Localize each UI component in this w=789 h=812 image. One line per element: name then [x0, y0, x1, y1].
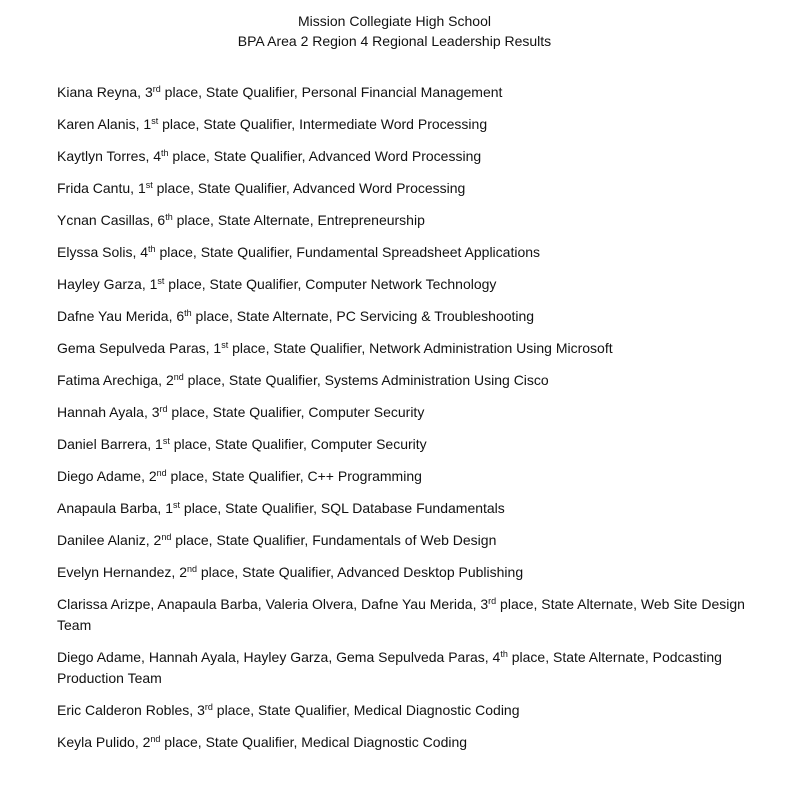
- qualifier-status: State Alternate: [236, 308, 329, 324]
- place-ordinal-suffix: st: [173, 500, 181, 510]
- place-ordinal-suffix: th: [165, 212, 173, 222]
- competitor-names: Karen Alanis: [57, 116, 136, 132]
- event-name: Web Site Design Team: [57, 596, 745, 633]
- place-number: 2: [153, 532, 162, 548]
- place-ordinal-suffix: nd: [186, 564, 197, 574]
- place-number: 3: [480, 596, 489, 612]
- qualifier-status: State Qualifier: [212, 404, 301, 420]
- place-number: 1: [137, 180, 146, 196]
- place-ordinal-suffix: th: [500, 649, 508, 659]
- competitor-names: Elyssa Solis: [57, 244, 133, 260]
- place-ordinal-suffix: nd: [161, 532, 172, 542]
- place-ordinal-suffix: nd: [156, 468, 167, 478]
- result-entry: Diego Adame, Hannah Ayala, Hayley Garza, Gema Sepulveda Paras, 4th place, State Alternate, Podcasting Production Team: [57, 649, 722, 686]
- result-entry: Diego Adame, 2nd place, State Qualifier, C++ Programming: [57, 468, 422, 484]
- competitor-names: Keyla Pulido: [57, 734, 135, 750]
- place-ordinal-suffix: rd: [159, 404, 168, 414]
- competitor-names: Clarissa Arizpe, Anapaula Barba, Valeria Olvera, Dafne Yau Merida: [57, 596, 473, 612]
- qualifier-status: State Qualifier: [209, 276, 298, 292]
- competitor-names: Dafne Yau Merida: [57, 308, 169, 324]
- place-ordinal-suffix: st: [157, 276, 165, 286]
- qualifier-status: State Qualifier: [258, 702, 346, 718]
- event-name: Systems Administration Using Cisco: [324, 372, 549, 388]
- result-entry: Dafne Yau Merida, 6th place, State Alternate, PC Servicing & Troubleshooting: [57, 308, 535, 324]
- result-entry: Clarissa Arizpe, Anapaula Barba, Valeria Olvera, Dafne Yau Merida, 3rd place, State Alternate, Web Site Design Team: [57, 596, 745, 633]
- event-name: C++ Programming: [307, 468, 422, 484]
- result-entry: Fatima Arechiga, 2nd place, State Qualifier, Systems Administration Using Cisco: [57, 372, 549, 388]
- event-name: Entrepreneurship: [317, 212, 425, 228]
- place-ordinal-suffix: rd: [152, 84, 161, 94]
- place-ordinal-suffix: nd: [173, 372, 184, 382]
- result-entry: Evelyn Hernandez, 2nd place, State Qualifier, Advanced Desktop Publishing: [57, 564, 524, 580]
- place-number: 6: [157, 212, 166, 228]
- results-subtitle: BPA Area 2 Region 4 Regional Leadership Results: [237, 33, 552, 49]
- competitor-names: Eric Calderon Robles: [57, 702, 190, 718]
- qualifier-status: State Qualifier: [273, 340, 362, 356]
- school-title: Mission Collegiate High School: [298, 13, 491, 29]
- qualifier-status: State Qualifier: [213, 148, 302, 164]
- event-name: Personal Financial Management: [301, 84, 503, 100]
- place-ordinal-suffix: st: [151, 116, 159, 126]
- result-entry: Danilee Alaniz, 2nd place, State Qualifier, Fundamentals of Web Design: [57, 532, 497, 548]
- event-name: Computer Network Technology: [305, 276, 497, 292]
- event-name: Advanced Word Processing: [308, 148, 482, 164]
- place-ordinal-suffix: th: [184, 308, 192, 318]
- qualifier-status: State Alternate: [217, 212, 310, 228]
- competitor-names: Kiana Reyna: [57, 84, 138, 100]
- place-number: 3: [144, 84, 153, 100]
- result-entry: Hayley Garza, 1st place, State Qualifier, Computer Network Technology: [57, 276, 497, 292]
- qualifier-status: State Alternate: [553, 649, 645, 665]
- qualifier-status: State Qualifier: [211, 468, 300, 484]
- place-number: 3: [151, 404, 160, 420]
- place-ordinal-suffix: th: [148, 244, 156, 254]
- place-ordinal-suffix: rd: [204, 702, 213, 712]
- place-number: 1: [165, 500, 173, 516]
- qualifier-status: State Alternate: [541, 596, 634, 612]
- place-number: 2: [165, 372, 174, 388]
- place-number: 1: [213, 340, 222, 356]
- place-number: 2: [179, 564, 187, 580]
- qualifier-status: State Qualifier: [203, 116, 292, 132]
- event-name: Network Administration Using Microsoft: [369, 340, 613, 356]
- qualifier-status: State Qualifier: [225, 500, 314, 516]
- event-name: PC Servicing & Troubleshooting: [336, 308, 535, 324]
- result-entry: Frida Cantu, 1st place, State Qualifier, Advanced Word Processing: [57, 180, 466, 196]
- competitor-names: Gema Sepulveda Paras: [57, 340, 206, 356]
- result-entry: Hannah Ayala, 3rd place, State Qualifier, Computer Security: [57, 404, 425, 420]
- event-name: Medical Diagnostic Coding: [353, 702, 520, 718]
- event-name: Intermediate Word Processing: [299, 116, 488, 132]
- competitor-names: Diego Adame, Hannah Ayala, Hayley Garza, Gema Sepulveda Paras: [57, 649, 485, 665]
- competitor-names: Hayley Garza: [57, 276, 142, 292]
- event-name: Fundamentals of Web Design: [312, 532, 497, 548]
- result-entry: Elyssa Solis, 4th place, State Qualifier, Fundamental Spreadsheet Applications: [57, 244, 541, 260]
- result-entry: Ycnan Casillas, 6th place, State Alternate, Entrepreneurship: [57, 212, 425, 228]
- event-name: Advanced Word Processing: [292, 180, 466, 196]
- qualifier-status: State Qualifier: [197, 180, 286, 196]
- event-name: Advanced Desktop Publishing: [337, 564, 524, 580]
- competitor-names: Daniel Barrera: [57, 436, 148, 452]
- qualifier-status: State Qualifier: [205, 734, 294, 750]
- event-name: Computer Security: [310, 436, 427, 452]
- competitor-names: Diego Adame: [57, 468, 142, 484]
- qualifier-status: State Qualifier: [228, 372, 317, 388]
- place-number: 4: [140, 244, 149, 260]
- result-entry: Kaytlyn Torres, 4th place, State Qualifier, Advanced Word Processing: [57, 148, 482, 164]
- event-name: Medical Diagnostic Coding: [301, 734, 468, 750]
- place-number: 2: [148, 468, 157, 484]
- place-number: 3: [197, 702, 205, 718]
- qualifier-status: State Qualifier: [216, 532, 305, 548]
- place-ordinal-suffix: st: [162, 436, 170, 446]
- place-ordinal-suffix: st: [145, 180, 153, 190]
- competitor-names: Ycnan Casillas: [57, 212, 150, 228]
- result-entry: Kiana Reyna, 3rd place, State Qualifier, Personal Financial Management: [57, 84, 503, 100]
- place-number: 4: [153, 148, 162, 164]
- place-ordinal-suffix: nd: [150, 734, 161, 744]
- qualifier-status: State Qualifier: [205, 84, 294, 100]
- results-list: [57, 82, 747, 764]
- event-name: Podcasting Production Team: [57, 649, 722, 686]
- place-ordinal-suffix: st: [221, 340, 229, 350]
- event-name: Fundamental Spreadsheet Applications: [296, 244, 541, 260]
- qualifier-status: State Qualifier: [242, 564, 331, 580]
- place-number: 4: [492, 649, 501, 665]
- result-entry: Daniel Barrera, 1st place, State Qualifier, Computer Security: [57, 436, 427, 452]
- competitor-names: Frida Cantu: [57, 180, 131, 196]
- place-number: 2: [142, 734, 151, 750]
- result-entry: Keyla Pulido, 2nd place, State Qualifier, Medical Diagnostic Coding: [57, 734, 468, 750]
- result-entry: Gema Sepulveda Paras, 1st place, State Qualifier, Network Administration Using Microsoft: [57, 340, 613, 356]
- competitor-names: Anapaula Barba: [57, 500, 158, 516]
- event-name: Computer Security: [308, 404, 425, 420]
- competitor-names: Fatima Arechiga: [57, 372, 159, 388]
- place-ordinal-suffix: th: [161, 148, 169, 158]
- result-entry: Eric Calderon Robles, 3rd place, State Qualifier, Medical Diagnostic Coding: [57, 702, 520, 718]
- competitor-names: Kaytlyn Torres: [57, 148, 146, 164]
- place-number: 6: [176, 308, 185, 324]
- place-number: 1: [155, 436, 163, 452]
- qualifier-status: State Qualifier: [215, 436, 303, 452]
- place-ordinal-suffix: rd: [488, 596, 497, 606]
- place-number: 1: [149, 276, 158, 292]
- place-number: 1: [143, 116, 152, 132]
- event-name: SQL Database Fundamentals: [320, 500, 505, 516]
- competitor-names: Evelyn Hernandez: [57, 564, 172, 580]
- document-header: [0, 11, 789, 51]
- result-entry: Karen Alanis, 1st place, State Qualifier, Intermediate Word Processing: [57, 116, 488, 132]
- qualifier-status: State Qualifier: [200, 244, 289, 260]
- competitor-names: Hannah Ayala: [57, 404, 144, 420]
- competitor-names: Danilee Alaniz: [57, 532, 146, 548]
- result-entry: Anapaula Barba, 1st place, State Qualifier, SQL Database Fundamentals: [57, 500, 505, 516]
